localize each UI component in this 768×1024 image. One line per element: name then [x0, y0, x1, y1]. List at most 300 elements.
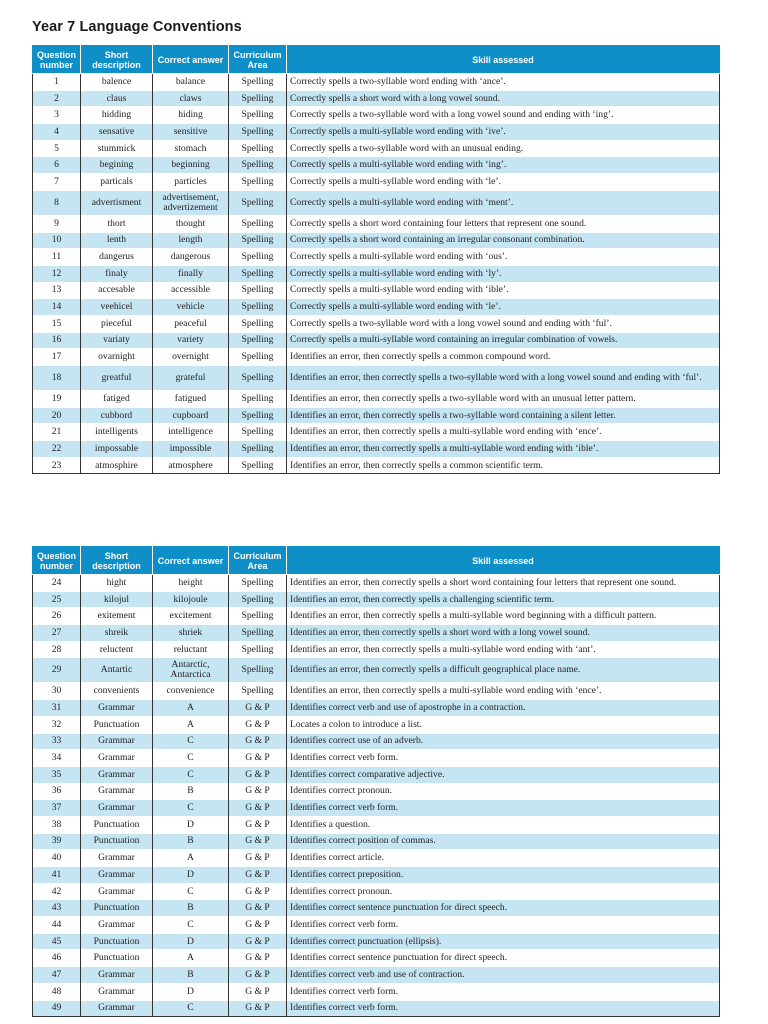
skill-assessed-cell: Identifies a question.	[287, 816, 720, 833]
table-row	[33, 157, 720, 174]
skill-assessed-cell: Identifies correct pronoun.	[287, 883, 720, 900]
table-row	[33, 608, 720, 625]
skill-assessed-cell: Identifies an error, then correctly spells a short word with a long vowel sound.	[287, 625, 720, 642]
table-row	[33, 107, 720, 124]
short-description-cell: kilojul	[81, 591, 153, 608]
correct-answer-cell: A	[153, 850, 229, 867]
short-description-cell: Grammar	[81, 800, 153, 817]
curriculum-area-cell: Spelling	[229, 658, 287, 683]
skill-assessed-cell: Identifies an error, then correctly spells a two-syllable word with a long vowel sound and ending with ‘ful’.	[287, 366, 720, 391]
skill-assessed-cell: Correctly spells a two-syllable word with a long vowel sound and ending with ‘ing’.	[287, 107, 720, 124]
question-number-cell: 28	[33, 641, 81, 658]
curriculum-area-cell: Spelling	[229, 190, 287, 215]
curriculum-area-cell: G & P	[229, 716, 287, 733]
question-number-cell: 34	[33, 750, 81, 767]
skill-assessed-cell: Correctly spells a short word containing four letters that represent one sound.	[287, 215, 720, 232]
header-curriculum-area: Curriculum Area	[229, 46, 287, 74]
table-row	[33, 917, 720, 934]
correct-answer-cell: grateful	[153, 366, 229, 391]
curriculum-area-cell: Spelling	[229, 74, 287, 91]
short-description-cell: pieceful	[81, 315, 153, 332]
table-row	[33, 1000, 720, 1017]
curriculum-area-cell: Spelling	[229, 282, 287, 299]
short-description-cell: Grammar	[81, 783, 153, 800]
skill-assessed-cell: Identifies correct sentence punctuation for direct speech.	[287, 950, 720, 967]
skill-assessed-cell: Identifies correct article.	[287, 850, 720, 867]
short-description-cell: convenients	[81, 683, 153, 700]
question-number-cell: 10	[33, 232, 81, 249]
question-number-cell: 23	[33, 457, 81, 474]
correct-answer-cell: D	[153, 933, 229, 950]
table-row	[33, 783, 720, 800]
short-description-cell: exitement	[81, 608, 153, 625]
short-description-cell: reluctent	[81, 641, 153, 658]
skill-assessed-cell: Correctly spells a multi-syllable word ending with ‘ive’.	[287, 124, 720, 141]
short-description-cell: sensative	[81, 124, 153, 141]
header-question-number: Question number	[33, 547, 81, 575]
skill-assessed-cell: Identifies correct comparative adjective.	[287, 766, 720, 783]
curriculum-area-cell: Spelling	[229, 591, 287, 608]
curriculum-area-cell: Spelling	[229, 608, 287, 625]
table-row	[33, 700, 720, 717]
short-description-cell: claus	[81, 90, 153, 107]
question-number-cell: 44	[33, 917, 81, 934]
short-description-cell: Punctuation	[81, 933, 153, 950]
question-number-cell: 5	[33, 140, 81, 157]
curriculum-area-cell: G & P	[229, 917, 287, 934]
question-number-cell: 41	[33, 867, 81, 884]
correct-answer-cell: Antarctic, Antarctica	[153, 658, 229, 683]
short-description-cell: impossable	[81, 441, 153, 458]
question-number-cell: 46	[33, 950, 81, 967]
skill-assessed-cell: Identifies an error, then correctly spells a common scientific term.	[287, 457, 720, 474]
correct-answer-cell: C	[153, 766, 229, 783]
correct-answer-cell: C	[153, 733, 229, 750]
short-description-cell: Grammar	[81, 750, 153, 767]
table-row	[33, 332, 720, 349]
skill-assessed-cell: Identifies an error, then correctly spells a difficult geographical place name.	[287, 658, 720, 683]
correct-answer-cell: A	[153, 950, 229, 967]
curriculum-area-cell: Spelling	[229, 407, 287, 424]
question-number-cell: 12	[33, 265, 81, 282]
curriculum-area-cell: Spelling	[229, 315, 287, 332]
correct-answer-cell: variety	[153, 332, 229, 349]
question-number-cell: 29	[33, 658, 81, 683]
curriculum-area-cell: Spelling	[229, 249, 287, 266]
curriculum-area-cell: G & P	[229, 700, 287, 717]
table-row	[33, 575, 720, 592]
correct-answer-cell: B	[153, 783, 229, 800]
short-description-cell: thort	[81, 215, 153, 232]
correct-answer-cell: C	[153, 883, 229, 900]
header-question-number: Question number	[33, 46, 81, 74]
language-conventions-table-1	[32, 45, 720, 474]
correct-answer-cell: D	[153, 867, 229, 884]
short-description-cell: accesable	[81, 282, 153, 299]
question-number-cell: 25	[33, 591, 81, 608]
question-number-cell: 27	[33, 625, 81, 642]
correct-answer-cell: thought	[153, 215, 229, 232]
curriculum-area-cell: Spelling	[229, 215, 287, 232]
table-row	[33, 315, 720, 332]
question-number-cell: 42	[33, 883, 81, 900]
question-number-cell: 43	[33, 900, 81, 917]
table-row	[33, 766, 720, 783]
short-description-cell: particals	[81, 174, 153, 191]
table-row	[33, 625, 720, 642]
table-row	[33, 124, 720, 141]
curriculum-area-cell: G & P	[229, 883, 287, 900]
curriculum-area-cell: G & P	[229, 983, 287, 1000]
short-description-cell: veehicel	[81, 299, 153, 316]
skill-assessed-cell: Identifies correct sentence punctuation for direct speech.	[287, 900, 720, 917]
table-header-row	[33, 46, 720, 74]
table-row	[33, 190, 720, 215]
short-description-cell: Grammar	[81, 917, 153, 934]
curriculum-area-cell: Spelling	[229, 232, 287, 249]
correct-answer-cell: B	[153, 900, 229, 917]
curriculum-area-cell: Spelling	[229, 332, 287, 349]
skill-assessed-cell: Identifies correct verb form.	[287, 800, 720, 817]
curriculum-area-cell: G & P	[229, 733, 287, 750]
curriculum-area-cell: G & P	[229, 783, 287, 800]
short-description-cell: Grammar	[81, 850, 153, 867]
curriculum-area-cell: G & P	[229, 816, 287, 833]
correct-answer-cell: balance	[153, 74, 229, 91]
table-row	[33, 658, 720, 683]
table-row	[33, 641, 720, 658]
table-row	[33, 591, 720, 608]
question-number-cell: 2	[33, 90, 81, 107]
curriculum-area-cell: G & P	[229, 800, 287, 817]
skill-assessed-cell: Identifies an error, then correctly spells a common compound word.	[287, 349, 720, 366]
header-short-description: Short description	[81, 46, 153, 74]
skill-assessed-cell: Identifies an error, then correctly spells a challenging scientific term.	[287, 591, 720, 608]
question-number-cell: 4	[33, 124, 81, 141]
question-number-cell: 21	[33, 424, 81, 441]
question-number-cell: 45	[33, 933, 81, 950]
skill-assessed-cell: Identifies correct use of an adverb.	[287, 733, 720, 750]
question-number-cell: 17	[33, 349, 81, 366]
short-description-cell: balence	[81, 74, 153, 91]
header-skill-assessed: Skill assessed	[287, 46, 720, 74]
question-number-cell: 49	[33, 1000, 81, 1017]
question-number-cell: 18	[33, 366, 81, 391]
table-row	[33, 424, 720, 441]
curriculum-area-cell: Spelling	[229, 683, 287, 700]
table-body	[33, 74, 720, 474]
skill-assessed-cell: Identifies correct pronoun.	[287, 783, 720, 800]
table-row	[33, 850, 720, 867]
question-number-cell: 6	[33, 157, 81, 174]
skill-assessed-cell: Correctly spells a two-syllable word with an unusual ending.	[287, 140, 720, 157]
correct-answer-cell: fatigued	[153, 391, 229, 408]
question-number-cell: 7	[33, 174, 81, 191]
short-description-cell: greatful	[81, 366, 153, 391]
table-row	[33, 90, 720, 107]
question-number-cell: 35	[33, 766, 81, 783]
curriculum-area-cell: Spelling	[229, 107, 287, 124]
skill-assessed-cell: Correctly spells a multi-syllable word ending with ‘ous’.	[287, 249, 720, 266]
table-header-row	[33, 547, 720, 575]
skill-assessed-cell: Identifies correct verb form.	[287, 1000, 720, 1017]
correct-answer-cell: stomach	[153, 140, 229, 157]
header-curriculum-area: Curriculum Area	[229, 547, 287, 575]
short-description-cell: Punctuation	[81, 950, 153, 967]
skill-assessed-cell: Correctly spells a multi-syllable word ending with ‘ible’.	[287, 282, 720, 299]
skill-assessed-cell: Correctly spells a multi-syllable word ending with ‘ing’.	[287, 157, 720, 174]
table-row	[33, 140, 720, 157]
short-description-cell: Grammar	[81, 733, 153, 750]
table-row	[33, 232, 720, 249]
correct-answer-cell: atmosphere	[153, 457, 229, 474]
correct-answer-cell: intelligence	[153, 424, 229, 441]
table-row	[33, 950, 720, 967]
curriculum-area-cell: Spelling	[229, 299, 287, 316]
short-description-cell: Grammar	[81, 883, 153, 900]
table-row	[33, 800, 720, 817]
skill-assessed-cell: Identifies correct preposition.	[287, 867, 720, 884]
correct-answer-cell: A	[153, 716, 229, 733]
table-row	[33, 983, 720, 1000]
table-row	[33, 282, 720, 299]
correct-answer-cell: cupboard	[153, 407, 229, 424]
short-description-cell: Grammar	[81, 867, 153, 884]
question-number-cell: 31	[33, 700, 81, 717]
curriculum-area-cell: Spelling	[229, 625, 287, 642]
question-number-cell: 19	[33, 391, 81, 408]
question-number-cell: 11	[33, 249, 81, 266]
skill-assessed-cell: Correctly spells a short word containing an irregular consonant combination.	[287, 232, 720, 249]
correct-answer-cell: D	[153, 816, 229, 833]
question-number-cell: 16	[33, 332, 81, 349]
curriculum-area-cell: Spelling	[229, 457, 287, 474]
short-description-cell: Grammar	[81, 700, 153, 717]
short-description-cell: Punctuation	[81, 833, 153, 850]
curriculum-area-cell: G & P	[229, 950, 287, 967]
question-number-cell: 3	[33, 107, 81, 124]
skill-assessed-cell: Identifies correct verb form.	[287, 917, 720, 934]
table-row	[33, 74, 720, 91]
header-short-description: Short description	[81, 547, 153, 575]
short-description-cell: begining	[81, 157, 153, 174]
short-description-cell: intelligents	[81, 424, 153, 441]
table-row	[33, 215, 720, 232]
correct-answer-cell: A	[153, 700, 229, 717]
question-number-cell: 40	[33, 850, 81, 867]
curriculum-area-cell: Spelling	[229, 174, 287, 191]
short-description-cell: fatiged	[81, 391, 153, 408]
skill-assessed-cell: Correctly spells a multi-syllable word containing an irregular combination of vowels.	[287, 332, 720, 349]
question-number-cell: 9	[33, 215, 81, 232]
question-number-cell: 47	[33, 967, 81, 984]
correct-answer-cell: claws	[153, 90, 229, 107]
curriculum-area-cell: G & P	[229, 766, 287, 783]
header-correct-answer: Correct answer	[153, 547, 229, 575]
skill-assessed-cell: Identifies an error, then correctly spells a multi-syllable word ending with ‘ence’.	[287, 683, 720, 700]
curriculum-area-cell: Spelling	[229, 424, 287, 441]
curriculum-area-cell: G & P	[229, 833, 287, 850]
table-row	[33, 750, 720, 767]
curriculum-area-cell: G & P	[229, 750, 287, 767]
correct-answer-cell: reluctant	[153, 641, 229, 658]
correct-answer-cell: D	[153, 983, 229, 1000]
short-description-cell: Grammar	[81, 766, 153, 783]
curriculum-area-cell: G & P	[229, 867, 287, 884]
skill-assessed-cell: Identifies correct position of commas.	[287, 833, 720, 850]
correct-answer-cell: sensitive	[153, 124, 229, 141]
correct-answer-cell: C	[153, 917, 229, 934]
short-description-cell: Grammar	[81, 1000, 153, 1017]
question-number-cell: 36	[33, 783, 81, 800]
short-description-cell: ovarnight	[81, 349, 153, 366]
short-description-cell: atmosphire	[81, 457, 153, 474]
short-description-cell: Grammar	[81, 967, 153, 984]
skill-assessed-cell: Identifies an error, then correctly spells a two-syllable word containing a silent letter.	[287, 407, 720, 424]
question-number-cell: 39	[33, 833, 81, 850]
skill-assessed-cell: Identifies an error, then correctly spells a multi-syllable word beginning with a difficult pattern.	[287, 608, 720, 625]
correct-answer-cell: advertisement, advertizement	[153, 190, 229, 215]
correct-answer-cell: B	[153, 833, 229, 850]
skill-assessed-cell: Locates a colon to introduce a list.	[287, 716, 720, 733]
curriculum-area-cell: Spelling	[229, 265, 287, 282]
short-description-cell: Punctuation	[81, 716, 153, 733]
curriculum-area-cell: Spelling	[229, 140, 287, 157]
curriculum-area-cell: G & P	[229, 967, 287, 984]
question-number-cell: 38	[33, 816, 81, 833]
short-description-cell: Antartic	[81, 658, 153, 683]
question-number-cell: 37	[33, 800, 81, 817]
table-row	[33, 867, 720, 884]
table-row	[33, 174, 720, 191]
short-description-cell: cubbord	[81, 407, 153, 424]
question-number-cell: 1	[33, 74, 81, 91]
table-row	[33, 366, 720, 391]
short-description-cell: Punctuation	[81, 816, 153, 833]
header-correct-answer: Correct answer	[153, 46, 229, 74]
table-row	[33, 883, 720, 900]
skill-assessed-cell: Identifies correct verb and use of contraction.	[287, 967, 720, 984]
skill-assessed-cell: Identifies an error, then correctly spells a multi-syllable word ending with ‘ence’.	[287, 424, 720, 441]
table-row	[33, 391, 720, 408]
question-number-cell: 32	[33, 716, 81, 733]
question-number-cell: 26	[33, 608, 81, 625]
table-row	[33, 933, 720, 950]
table-row	[33, 733, 720, 750]
skill-assessed-cell: Identifies correct verb form.	[287, 750, 720, 767]
table-row	[33, 833, 720, 850]
correct-answer-cell: shriek	[153, 625, 229, 642]
skill-assessed-cell: Identifies an error, then correctly spells a multi-syllable word ending with ‘ible’.	[287, 441, 720, 458]
curriculum-area-cell: Spelling	[229, 391, 287, 408]
correct-answer-cell: vehicle	[153, 299, 229, 316]
correct-answer-cell: beginning	[153, 157, 229, 174]
short-description-cell: hight	[81, 575, 153, 592]
skill-assessed-cell: Correctly spells a multi-syllable word ending with ‘le’.	[287, 174, 720, 191]
short-description-cell: advertisment	[81, 190, 153, 215]
skill-assessed-cell: Identifies an error, then correctly spells a multi-syllable word ending with ‘ant’.	[287, 641, 720, 658]
skill-assessed-cell: Correctly spells a multi-syllable word ending with ‘ly’.	[287, 265, 720, 282]
curriculum-area-cell: Spelling	[229, 157, 287, 174]
table-row	[33, 265, 720, 282]
correct-answer-cell: B	[153, 967, 229, 984]
curriculum-area-cell: Spelling	[229, 441, 287, 458]
skill-assessed-cell: Identifies an error, then correctly spells a two-syllable word with an unusual letter pattern.	[287, 391, 720, 408]
correct-answer-cell: peaceful	[153, 315, 229, 332]
correct-answer-cell: height	[153, 575, 229, 592]
short-description-cell: lenth	[81, 232, 153, 249]
table-row	[33, 299, 720, 316]
page-title: Year 7 Language Conventions	[32, 19, 242, 35]
short-description-cell: hidding	[81, 107, 153, 124]
correct-answer-cell: excitement	[153, 608, 229, 625]
question-number-cell: 33	[33, 733, 81, 750]
skill-assessed-cell: Correctly spells a two-syllable word with a long vowel sound and ending with ‘ful’.	[287, 315, 720, 332]
table-row	[33, 816, 720, 833]
correct-answer-cell: finally	[153, 265, 229, 282]
correct-answer-cell: accessible	[153, 282, 229, 299]
curriculum-area-cell: Spelling	[229, 90, 287, 107]
table-row	[33, 900, 720, 917]
correct-answer-cell: convenience	[153, 683, 229, 700]
short-description-cell: shreik	[81, 625, 153, 642]
curriculum-area-cell: G & P	[229, 850, 287, 867]
correct-answer-cell: overnight	[153, 349, 229, 366]
short-description-cell: dangerus	[81, 249, 153, 266]
skill-assessed-cell: Identifies an error, then correctly spells a short word containing four letters that represent one sound.	[287, 575, 720, 592]
curriculum-area-cell: Spelling	[229, 349, 287, 366]
curriculum-area-cell: G & P	[229, 933, 287, 950]
short-description-cell: finaly	[81, 265, 153, 282]
question-number-cell: 24	[33, 575, 81, 592]
short-description-cell: stummick	[81, 140, 153, 157]
correct-answer-cell: dangerous	[153, 249, 229, 266]
question-number-cell: 15	[33, 315, 81, 332]
correct-answer-cell: particles	[153, 174, 229, 191]
skill-assessed-cell: Identifies correct verb and use of apostrophe in a contraction.	[287, 700, 720, 717]
curriculum-area-cell: G & P	[229, 900, 287, 917]
short-description-cell: variaty	[81, 332, 153, 349]
skill-assessed-cell: Identifies correct verb form.	[287, 983, 720, 1000]
question-number-cell: 8	[33, 190, 81, 215]
curriculum-area-cell: Spelling	[229, 641, 287, 658]
correct-answer-cell: C	[153, 1000, 229, 1017]
short-description-cell: Punctuation	[81, 900, 153, 917]
table-body	[33, 575, 720, 1017]
table-row	[33, 249, 720, 266]
correct-answer-cell: C	[153, 750, 229, 767]
skill-assessed-cell: Identifies correct punctuation (ellipsis).	[287, 933, 720, 950]
skill-assessed-cell: Correctly spells a multi-syllable word ending with ‘le’.	[287, 299, 720, 316]
question-number-cell: 14	[33, 299, 81, 316]
skill-assessed-cell: Correctly spells a multi-syllable word ending with ‘ment’.	[287, 190, 720, 215]
table-row	[33, 407, 720, 424]
table-row	[33, 349, 720, 366]
curriculum-area-cell: Spelling	[229, 366, 287, 391]
correct-answer-cell: C	[153, 800, 229, 817]
correct-answer-cell: kilojoule	[153, 591, 229, 608]
table-row	[33, 967, 720, 984]
table-row	[33, 441, 720, 458]
curriculum-area-cell: Spelling	[229, 124, 287, 141]
table-row	[33, 457, 720, 474]
header-skill-assessed: Skill assessed	[287, 547, 720, 575]
question-number-cell: 22	[33, 441, 81, 458]
correct-answer-cell: hiding	[153, 107, 229, 124]
table-row	[33, 716, 720, 733]
question-number-cell: 13	[33, 282, 81, 299]
question-number-cell: 48	[33, 983, 81, 1000]
